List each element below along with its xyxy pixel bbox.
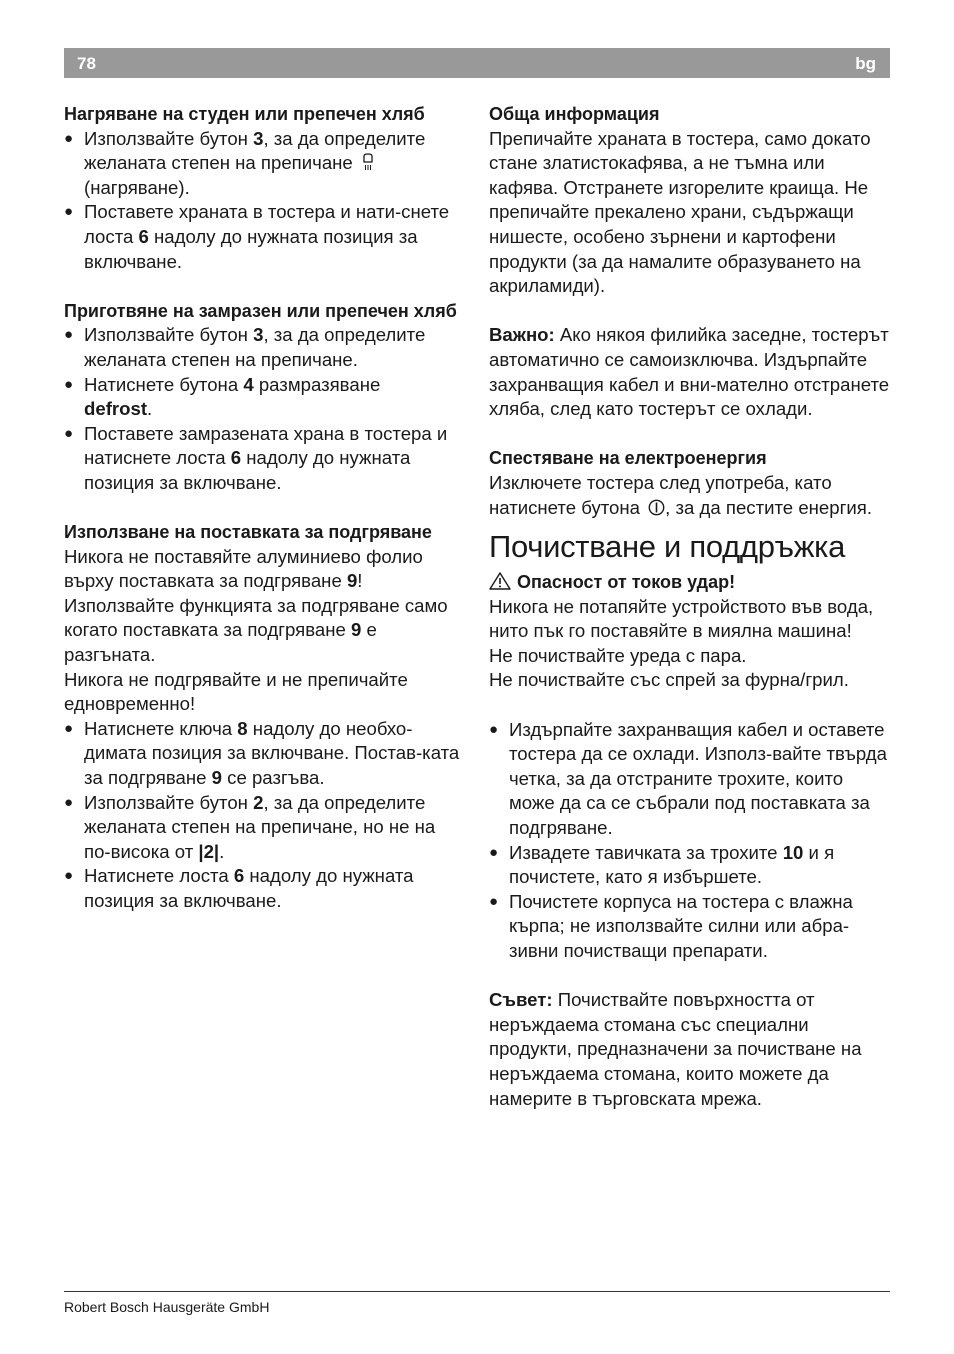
paragraph: Използвайте функцията за подгряване само когато поставката за подгряване 9 е разгъната. (64, 594, 448, 666)
bullet-list-warming (64, 127, 466, 275)
important-note: Важно: Ако някоя филийка заседне, тостерът автоматично се самоизключва. Издърпайте захранващия кабел и вни-мателно отстранете хляба, след като тостерът се охлади. (489, 324, 890, 420)
toast-warming-icon (362, 153, 374, 173)
bullet-icon: ● (64, 129, 74, 147)
bullet-icon: ● (64, 203, 74, 221)
list-item: ● Издърпайте захранващия кабел и оставете тостера да се охлади. Използ-вайте твърда четка, за да отстраните трохите, които може да са се събрали под поставката за подгряване. (489, 718, 887, 839)
bullet-icon: ● (489, 843, 499, 861)
section-title-general-info: Обща информация (489, 104, 660, 124)
paragraph: Не почиствайте уреда с пара. (489, 644, 747, 666)
list-item: ● Извадете тавичката за трохите 10 и я почистете, като я избършете. (489, 841, 835, 888)
bullet-icon: ● (64, 719, 74, 737)
tip-label: Съвет: (489, 989, 553, 1011)
important-label: Важно: (489, 324, 555, 346)
paragraph: Никога не поставяйте алуминиево фолио върху поставката за подгряване 9! (64, 545, 423, 592)
bullet-icon: ● (64, 793, 74, 811)
page-header-bar (64, 48, 890, 78)
paragraph: Никога не потапяйте устройството във вода, нито пък го поставяйте в миялна машина! (489, 595, 874, 642)
bullet-icon: ● (64, 326, 74, 344)
right-column (489, 102, 893, 1111)
section-title-warming-rack: Използване на поставката за подгряване (64, 522, 432, 543)
paragraph: Никога не подгрявайте и не препичайте едновременно! (64, 668, 408, 715)
paragraph: Препичайте храната в тостера, само докато стане златистокафява, а не тъмна или кафява. Отстранете изгорелите краища. Не препичайте прекалено храни, съдържащи нишесте, особено зърнени и картофени продукти (за да намалите образуването на акриламиди). (489, 127, 871, 297)
list-item: ● Натиснете бутона 4 размразяване defrost. (64, 373, 381, 420)
paragraph: Изключете тостера след употреба, като натиснете бутона , за да пестите енергия. (489, 471, 873, 518)
bullet-icon: ● (64, 867, 74, 885)
list-item: ● Използвайте бутон 3, за да определите желаната степен на препичане (нагряване). (64, 127, 426, 198)
list-item: ● Използвайте бутон 3, за да определите желаната степен на препичане. (64, 324, 426, 370)
footer-divider (64, 1291, 890, 1292)
list-item: ● Почистете корпуса на тостера с влажна кърпа; не използвайте силни или абра-зивни почистващи препарати. (489, 890, 853, 961)
section-title-energy-saving: Спестяване на електроенергия (489, 448, 767, 469)
footer-company: Robert Bosch Hausgeräte GmbH (64, 1299, 270, 1315)
left-column (64, 102, 466, 914)
bullet-list-warming-rack (64, 717, 466, 914)
warning-heading: Опасност от токов удар! (489, 570, 893, 595)
bullet-icon: ● (64, 375, 74, 393)
bullet-icon: ● (489, 720, 499, 738)
bullet-list-frozen (64, 323, 466, 495)
list-item: ● Натиснете лоста 6 надолу до нужната позиция за включване. (64, 865, 414, 911)
paragraph: Не почиствайте със спрей за фурна/грил. (489, 669, 849, 691)
list-item: ● Натиснете ключа 8 надолу до необхо-димата позиция за включване. Постав-ката за подгряване 9 се разгъва. (64, 717, 460, 789)
page-number: 78 (77, 54, 96, 73)
bullet-list-cleaning (489, 718, 893, 964)
bullet-icon: ● (64, 424, 74, 442)
power-off-icon (648, 498, 665, 515)
bullet-icon: ● (489, 892, 499, 910)
section-title-frozen: Приготвяне на замразен или препечен хляб (64, 300, 457, 321)
list-item: ● Поставете замразената храна в тостера и натиснете лоста 6 надолу до нужната позиция за включване. (64, 422, 448, 493)
section-title-warming: Нагряване на студен или препечен хляб (64, 104, 425, 124)
list-item: ● Използвайте бутон 2, за да определите желаната степен на препичане, но не на по-висока от |2|. (64, 791, 436, 862)
warning-triangle-icon (489, 572, 511, 590)
list-item: ● Поставете храната в тостера и нати-снете лоста 6 надолу до нужната позиция за включване. (64, 201, 450, 272)
tip-note: Съвет: Почиствайте повърхността от неръждаема стомана със специални продукти, предназначени за почистване на неръждаема стомана, които можете да намерите в търговската мрежа. (489, 989, 862, 1109)
language-code: bg (855, 54, 876, 73)
section-heading-cleaning: Почистване и поддръжка (489, 529, 846, 565)
